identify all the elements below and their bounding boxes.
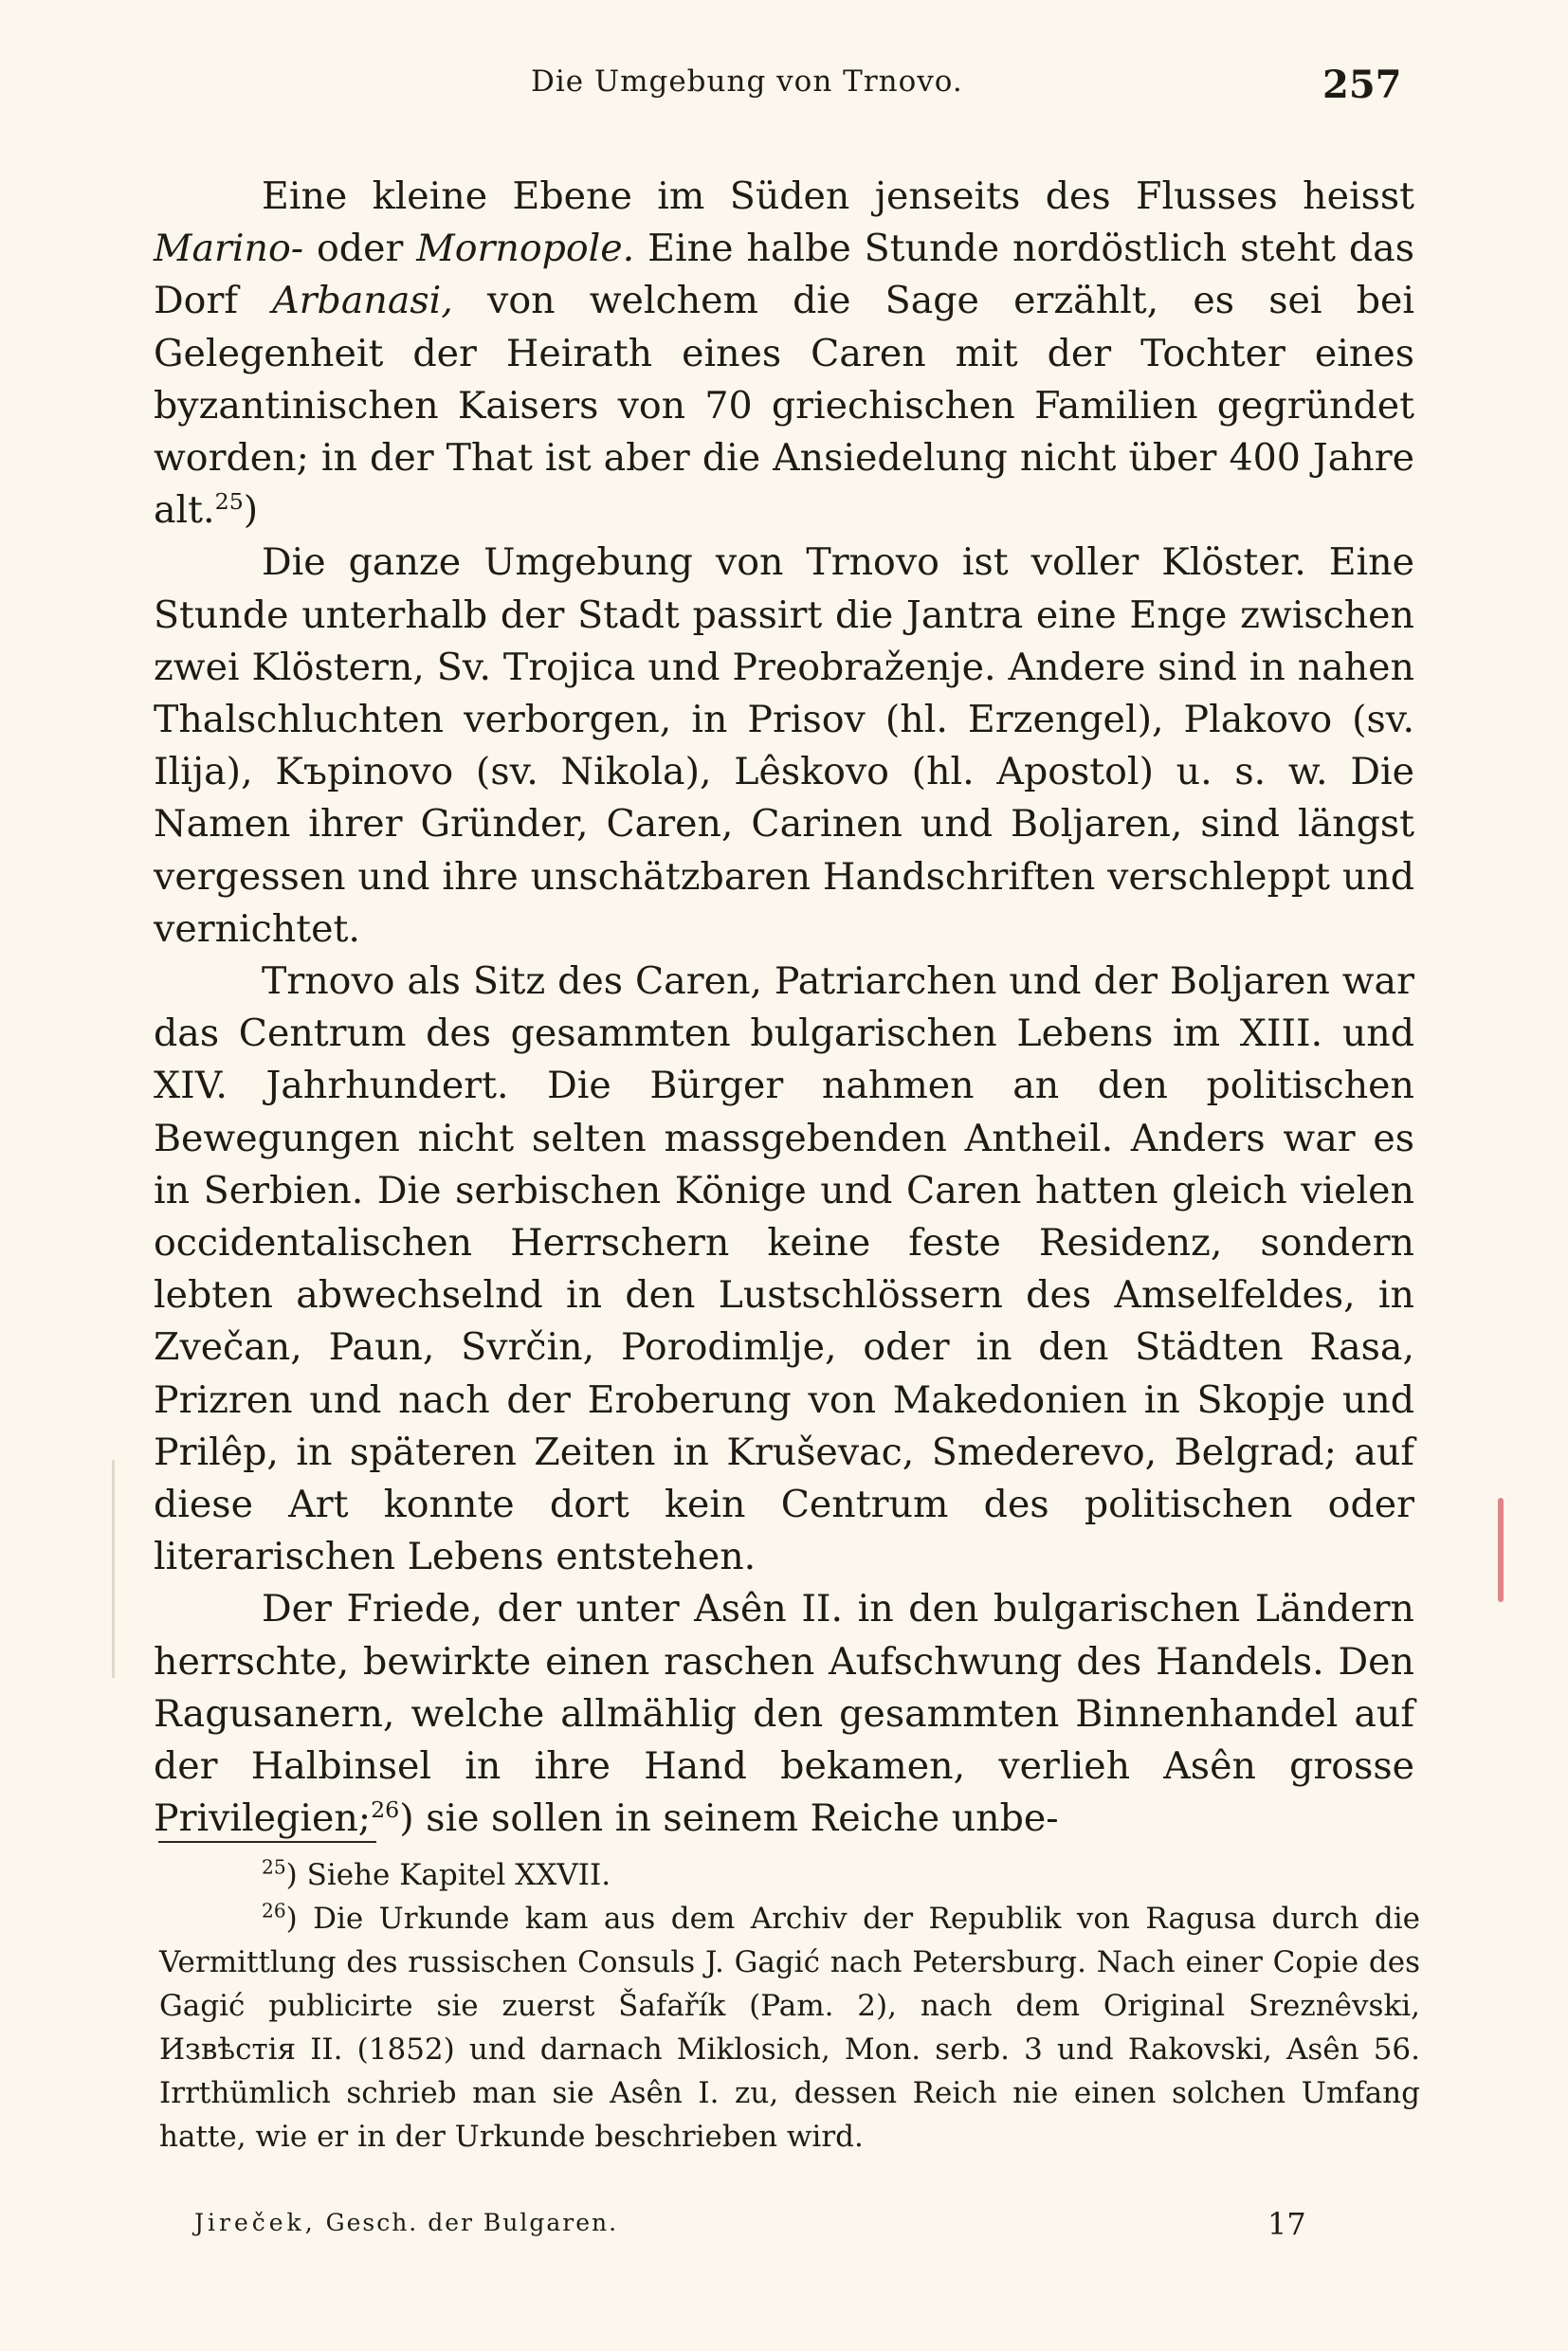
printer-signature — [194, 2209, 618, 2236]
footnote-text: ) Die Urkunde kam aus dem Archiv der Republik von Ragusa durch die Vermittlung des russischen Consuls J. Gagić nach Petersburg. Nach einer Copie des Gagić publicirte sie zuerst Šafařík (Pam. 2), nach dem Original Sreznêvski, Извѣстія II. (1852) und darnach Miklosich, Mon. serb. 3 und Rakovski, Asên 56. Irrthümlich schrieb man sie Asên I. zu, dessen Reich nie einen solchen Umfang hatte, wie er in der Urkunde beschrieben wird. — [159, 1902, 1420, 2154]
place-name: Mornopole. — [416, 227, 635, 271]
footnotes — [159, 1853, 1420, 2159]
signature-author: Jireček, — [194, 2209, 317, 2236]
footnote-26 — [159, 1897, 1420, 2159]
signature-title: Gesch. der Bulgaren. — [325, 2209, 619, 2236]
paragraph-1 — [154, 171, 1414, 537]
text-span: ) sie sollen in seinem Reiche unbe- — [399, 1796, 1059, 1841]
footnote-divider — [158, 1841, 376, 1843]
running-head: Die Umgebung von Trnovo. — [531, 64, 963, 99]
footnote-ref-25: 25 — [214, 488, 244, 516]
sheet-number: 17 — [1267, 2206, 1306, 2242]
text-span: Eine halbe Stunde nordöstlich steht das Dorf — [154, 227, 1414, 323]
text-span: von welchem die Sage erzählt, es sei bei Gelegenheit der Heirath eines Caren mit der Tochter eines byzantinischen Kaisers von 70 griechischen Familien gegründet worden; in der That ist aber die Ansiedelung nicht über 400 Jahre alt. — [154, 279, 1414, 533]
main-text — [154, 171, 1414, 1846]
footnote-ref-26: 26 — [371, 1796, 400, 1824]
paragraph-4 — [154, 1583, 1414, 1845]
footnote-text: ) Siehe Kapitel XXVII. — [285, 1858, 611, 1892]
text-span: Eine kleine Ebene im Süden jenseits des Flusses heisst — [262, 174, 1414, 218]
place-name: Marino- — [154, 227, 304, 271]
page-number: 257 — [1322, 63, 1402, 107]
text-span: oder — [303, 227, 417, 271]
margin-stain — [112, 1460, 115, 1678]
paragraph-3: Trnovo als Sitz des Caren, Patriarchen und der Boljaren war das Centrum des gesammten bulgarischen Lebens im XIII. und XIV. Jahrhundert. Die Bürger nahmen an den politischen Bewegungen nicht selten massgebenden Antheil. Anders war es in Serbien. Die serbischen Könige und Caren hatten gleich vielen occidentalischen Herrschern keine feste Residenz, sondern lebten abwechselnd in den Lustschlössern des Amselfeldes, in Zvečan, Paun, Svrčin, Porodimlje, oder in den Städten Rasa, Prizren und nach der Eroberung von Makedonien in Skopje und Prilêp, in späteren Zeiten in Kruševac, Smederevo, Belgrad; auf diese Art konnte dort kein Centrum des politischen oder literarischen Lebens entstehen. — [154, 959, 1414, 1579]
text-span: ) — [243, 488, 259, 533]
paragraph-2: Die ganze Umgebung von Trnovo ist voller Klöster. Eine Stunde unterhalb der Stadt passirt die Jantra eine Enge zwischen zwei Klöstern, Sv. Trojica und Preobraženje. Andere sind in nahen Thalschluchten verborgen, in Prisov (hl. Erzengel), Plakovo (sv. Ilija), Kъpinovo (sv. Nikola), Lêskovo (hl. Apostol) u. s. w. Die Namen ihrer Gründer, Caren, Carinen und Boljaren, sind längst vergessen und ihre unschätzbaren Handschriften verschleppt und vernichtet. — [154, 540, 1414, 951]
place-name: Arbanasi, — [272, 279, 453, 323]
footnote-25 — [159, 1853, 1420, 1897]
red-pencil-mark — [1498, 1498, 1504, 1602]
footnote-mark: 25 — [262, 1855, 286, 1879]
footnote-mark: 26 — [262, 1899, 286, 1923]
text-span: Der Friede, der unter Asên II. in den bulgarischen Ländern herrschte, bewirkte einen raschen Aufschwung des Handels. Den Ragusanern, welche allmählig den gesammten Binnenhandel auf der Halbinsel in ihre Hand bekamen, verlieh Asên grosse Privilegien; — [154, 1587, 1414, 1841]
